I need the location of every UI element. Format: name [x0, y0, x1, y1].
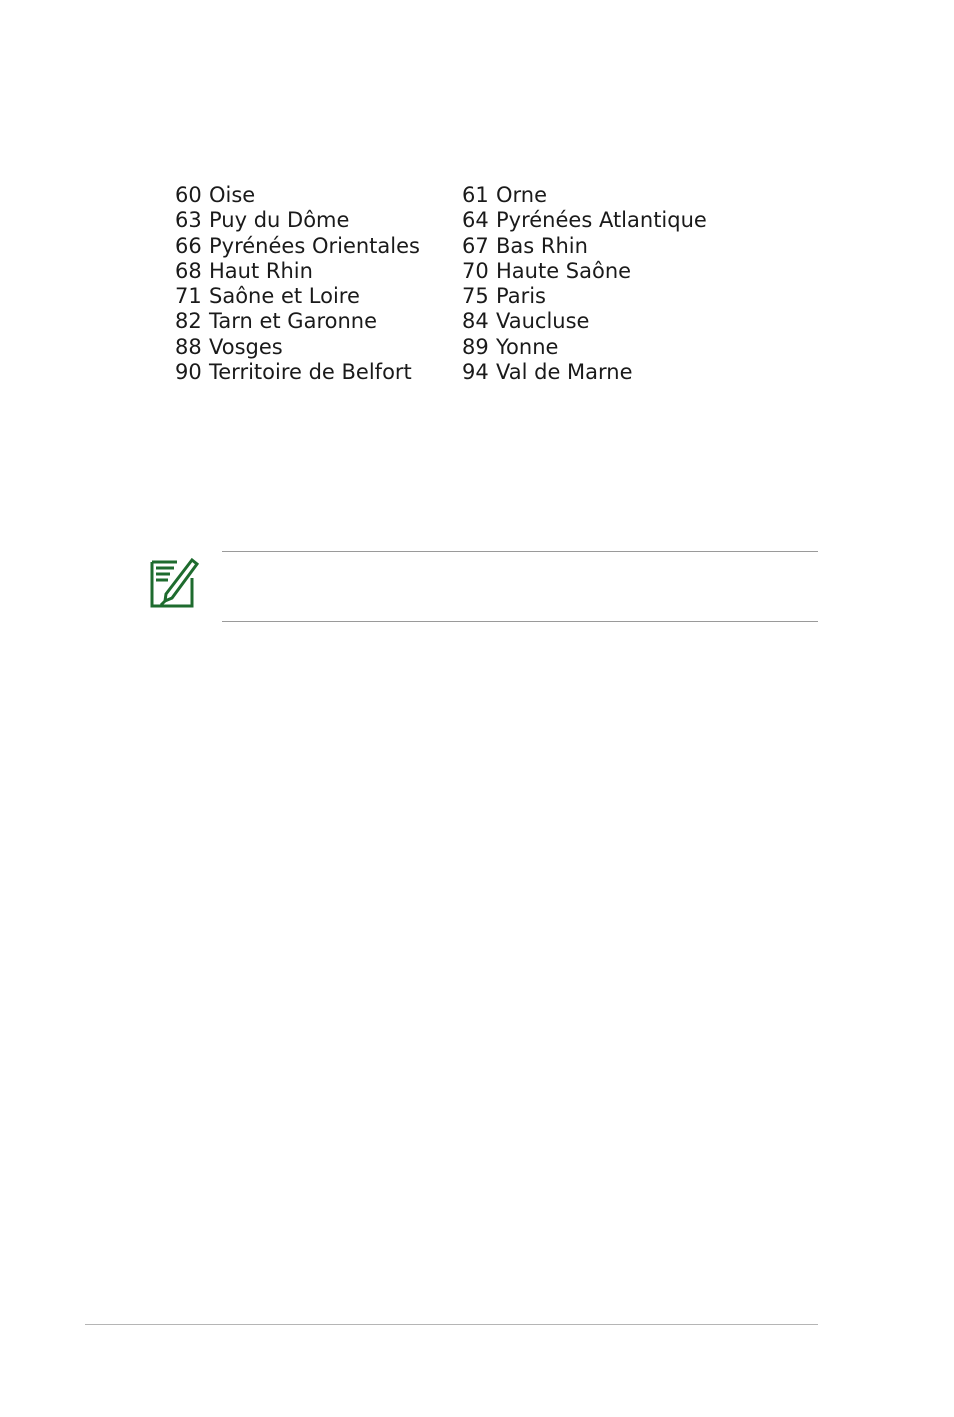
note-bottom-rule [222, 621, 818, 622]
department-entry [462, 335, 735, 360]
department-number: 66 [175, 233, 202, 258]
department-entry [462, 309, 735, 334]
department-entry [462, 360, 735, 385]
department-name: Orne [496, 183, 548, 207]
department-entry [175, 234, 462, 259]
department-table [175, 183, 735, 385]
department-entry [175, 208, 462, 233]
department-entry [175, 335, 462, 360]
department-name: Vosges [209, 334, 283, 359]
department-name: Oise [209, 183, 256, 207]
department-number: 68 [175, 258, 202, 283]
department-number: 89 [462, 334, 489, 359]
table-row [175, 335, 735, 360]
department-name: Haut Rhin [209, 258, 313, 283]
table-row [175, 259, 735, 284]
footer-rule [85, 1324, 818, 1325]
department-number: 61 [462, 183, 489, 207]
department-entry [462, 259, 735, 284]
table-row [175, 183, 735, 208]
department-entry [175, 183, 462, 208]
table-row [175, 284, 735, 309]
note-pencil-icon [148, 554, 200, 610]
department-number: 70 [462, 258, 489, 283]
department-number: 60 [175, 183, 202, 207]
department-entry [175, 259, 462, 284]
table-row [175, 360, 735, 385]
department-name: Saône et Loire [209, 284, 360, 309]
department-number: 82 [175, 309, 202, 334]
department-name: Bas Rhin [496, 233, 588, 258]
department-number: 88 [175, 334, 202, 359]
department-number: 71 [175, 284, 202, 309]
department-name: Puy du Dôme [209, 208, 350, 233]
table-row [175, 234, 735, 259]
department-entry [462, 208, 735, 233]
department-number: 75 [462, 284, 489, 309]
department-name: Pyrénées Atlantique [496, 208, 707, 233]
department-number: 63 [175, 208, 202, 233]
department-number: 64 [462, 208, 489, 233]
table-row [175, 309, 735, 334]
department-name: Vaucluse [496, 309, 590, 334]
department-entry [462, 284, 735, 309]
department-number: 94 [462, 360, 489, 385]
department-name: Territoire de Belfort [209, 360, 412, 385]
department-name: Yonne [496, 334, 559, 359]
department-entry [175, 309, 462, 334]
department-number: 90 [175, 360, 202, 385]
department-entry [462, 183, 735, 208]
department-name: Paris [496, 284, 546, 309]
department-name: Pyrénées Orientales [209, 233, 420, 258]
department-name: Val de Marne [496, 360, 633, 385]
department-entry [462, 234, 735, 259]
department-entry [175, 360, 462, 385]
department-number: 84 [462, 309, 489, 334]
department-name: Tarn et Garonne [209, 309, 377, 334]
table-row [175, 208, 735, 233]
department-entry [175, 284, 462, 309]
department-name: Haute Saône [496, 258, 632, 283]
note-top-rule [222, 551, 818, 552]
department-number: 67 [462, 233, 489, 258]
